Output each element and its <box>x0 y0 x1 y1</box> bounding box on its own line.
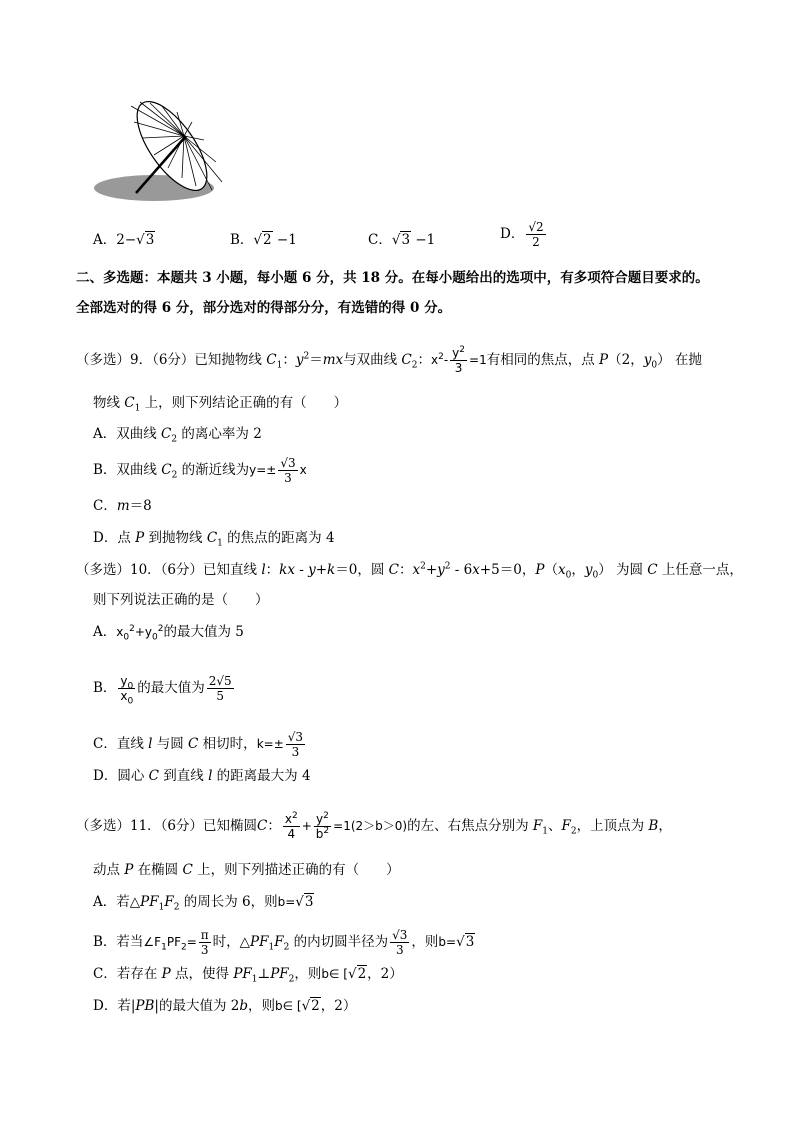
q11-stem-line2: 动点 P 在椭圆 C 上，则下列描述正确的有（ ） <box>93 862 400 878</box>
q11-option-a[interactable]: A．若$\triangle PF_1F_2$ 的周长为 6，则b=√3 <box>93 894 314 913</box>
q8-option-c[interactable]: C．√3 −1 <box>368 232 436 248</box>
q9-option-d[interactable]: D．点 P 到抛物线 $C_1$ 的焦点的距离为 4 <box>93 530 335 549</box>
q10-option-c[interactable]: C．直线 l 与圆 C 相切时，k=± $\frac{√3}{3}$ <box>93 730 304 759</box>
section-header-line2: 全部选对的得 6 分，部分选对的得部分分，有选错的得 0 分。 <box>76 300 452 316</box>
umbrella-illustration <box>92 100 232 204</box>
q9-stem-line1: （多选）9．（6分）已知抛物线 $C_1$：$y^2=mx$与双曲线 $C_2$：$x^2-$ $\frac{y^2}{3}$ =1有相同的焦点，点 P（2，$y_0$） 在抛 <box>76 345 702 375</box>
q10-option-b[interactable]: B． $\frac{y_0}{x_0}$ 的最大值为 $\frac{2√5}{5}$ <box>93 674 232 707</box>
q9-stem-line2: 物线 $C_1$ 上，则下列结论正确的有（ ） <box>93 395 348 414</box>
q9-option-c[interactable]: C．m＝8 <box>93 498 152 514</box>
q11-option-c[interactable]: C．若存在 P 点，使得 $PF_1\perp PF_2$，则b∈ [√2，2） <box>93 966 403 985</box>
section-header-line1: 二、多选题：本题共 3 小题，每小题 6 分，共 18 分。在每小题给出的选项中，有多项符合题目要求的。 <box>76 270 709 286</box>
q8-option-a[interactable]: A．2−√3 <box>93 232 155 248</box>
q10-stem-line1: （多选）10．（6分）已知直线 l：kx - y+k＝0，圆 C：$x^2+y^2 - 6x+5=0$，$P(x_0$，$y_0$） 为圆 C 上任意一点， <box>76 561 743 581</box>
q9-option-a[interactable]: A．双曲线 $C_2$ 的离心率为 2 <box>93 426 262 445</box>
q11-option-b[interactable]: B．若当$\angle F_1PF_2=$ $\frac{\pi}{3}$ 时，$\triangle PF_1F_2$ 的内切圆半径为 $\frac{√3}{3}$ ，则b=√3 <box>93 928 475 957</box>
q8-option-d[interactable]: D． $\frac{√2}{2}$ <box>500 220 544 249</box>
q9-option-b[interactable]: B．双曲线 $C_2$ 的渐近线为y=± $\frac{√3}{3}$ x <box>93 456 307 485</box>
q8-option-b[interactable]: B．√2 −1 <box>230 232 297 248</box>
q11-stem-line1: （多选）11．（6分）已知椭圆C： $\frac{x^2}{4}$ + $\frac{y^2}{b^2}$ =1(2＞b＞0)的左、右焦点分别为 $F_1$、$F_2$，上顶点为 B， <box>76 811 672 841</box>
q10-option-d[interactable]: D．圆心 C 到直线 l 的距离最大为 4 <box>93 768 311 784</box>
q11-option-d[interactable]: D．若|PB|的最大值为 2b，则b∈ [√2，2） <box>93 998 357 1014</box>
q10-option-a[interactable]: A．$x_0^2+y_0^2$的最大值为 5 <box>93 624 244 643</box>
q10-stem-line2: 则下列说法正确的是（ ） <box>93 592 269 608</box>
